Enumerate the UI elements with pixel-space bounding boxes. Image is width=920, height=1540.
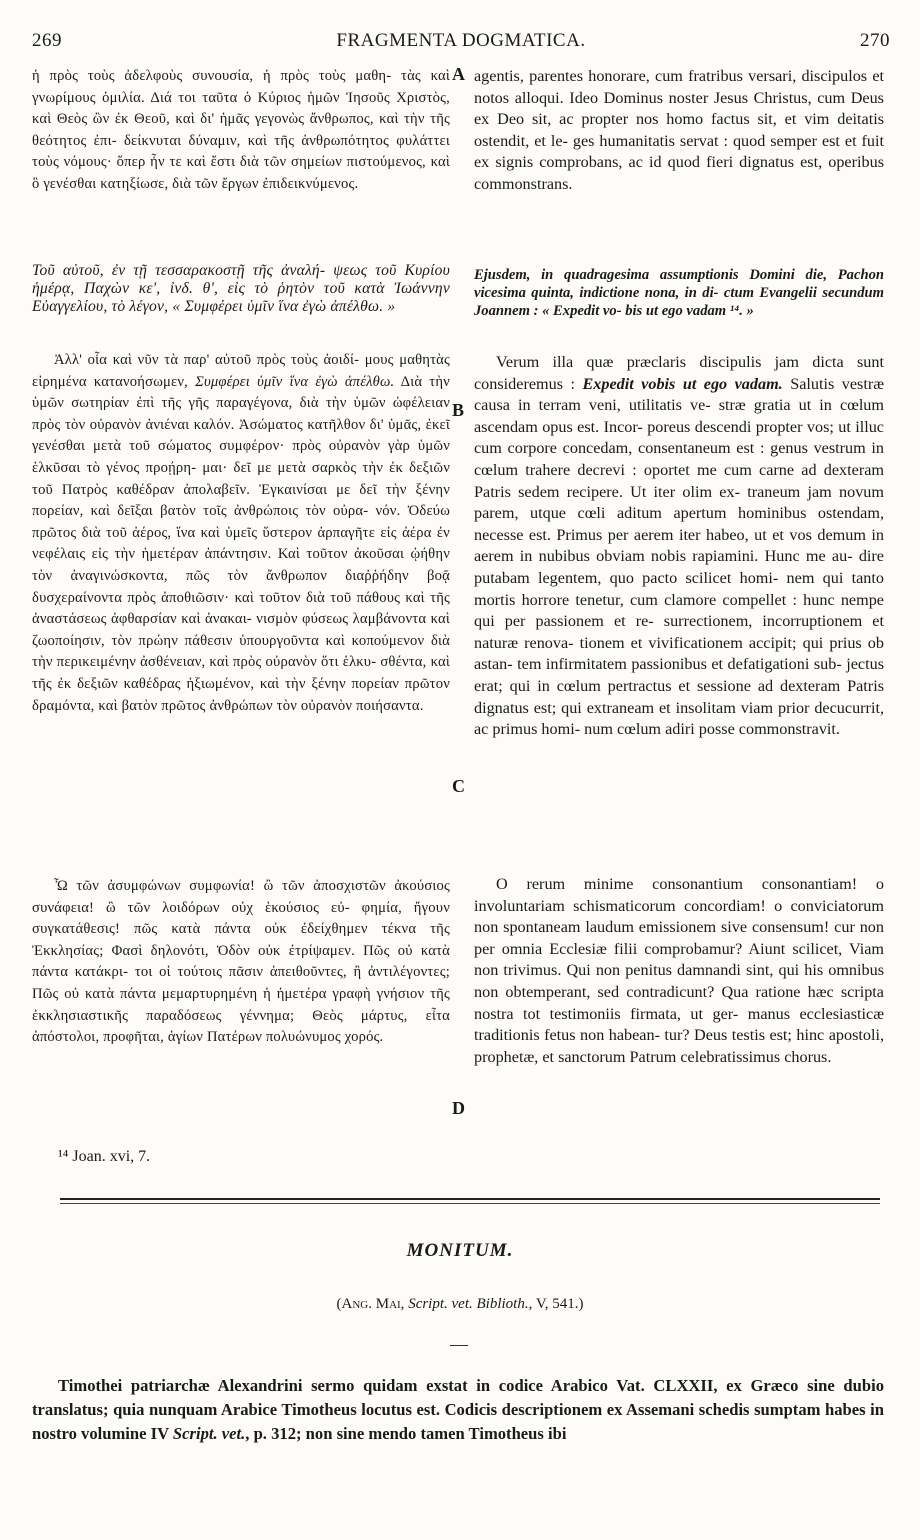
greek-p2-quote: Συμφέρει ὑμῖν ἵνα ἐγὼ ἀπέλθω. [195, 373, 395, 390]
latin-final-block [474, 874, 884, 1068]
greek-p2-start: Ἀλλ' οἷα καὶ νῦν τὰ παρ' αὐτοῦ πρὸς τοὺς ἀοιδί- μους μαθητὰς εἰρημένα κατανοήσωμεν, [32, 352, 450, 390]
right-page-number: 270 [860, 30, 890, 51]
monitum-title: MONITUM. [406, 1240, 514, 1261]
monitum-body-a: Timothei patriarchæ Alexandrini sermo quidam exstat in codice Arabico Vat. CLXXII, ex Græco sine dubio translatus; quia nunquam Arabice Timotheus locutus est. Codicis descriptionem ex Assemani schedis sumptam habes in nostro volumine IV [32, 1376, 884, 1443]
source-author: Ang. Mai, [341, 1296, 405, 1312]
margin-marker-c: C [452, 776, 465, 796]
left-page-number: 269 [32, 30, 62, 51]
greek-heading: Τοῦ αὐτοῦ, ἐν τῇ τεσσαρακοστῇ τῆς ἀναλή- ψεως τοῦ Κυρίου ἡμέρᾳ, Παχὼν κε', ἰνδ. θ', εἰς τὸ ῥητὸν τοῦ κατὰ Ἰωάννην Εὐαγγελίου, τὸ λέγον, « Συμφέρει ὑμῖν ἵνα ἐγὼ ἀπέλθω. » [32, 262, 450, 315]
source-work: Script. vet. Biblioth., [408, 1296, 533, 1312]
latin-paragraph-2 [474, 352, 884, 741]
source-prefix: ( [336, 1296, 342, 1312]
greek-paragraph-2 [32, 350, 450, 717]
monitum-paragraph [32, 1374, 884, 1446]
latin-paragraph-3: O rerum minime consonantium consonantiam! o involuntariam schismaticorum concordiam! o conviciatorum non spontaneam laudum emissionem sive consensum! cur non per omnia Ecclesiæ filii comprobamur? Aiunt scilicet, Viam non trivimus. Qui non penitus damnandi sint, qui his omnibus non obtemperant, sed contradicunt? Qua ratione hæc scripta nostra tot testimoniis firmata, ut ger- manus ecclesiasticæ traditionis fetus non habean- tur? Deus testis est; hinc apostoli, prophetæ, et sanctorum Patrum celebratissimus chorus. [474, 875, 884, 1066]
source-rest: V, 541.) [532, 1296, 584, 1312]
latin-paragraph-1: agentis, parentes honorare, cum fratribus versari, discipulos et notos alloqui. Ideo Dominus noster Jesus Christus, cum Deus ex Deo sit, ac propter nos homo factus sit, et vim deitatis ostendit, et le- ges humanitatis servat : quod semper est et fuit ex signis comprobans, ac id quod fieri dignatus est, operibus commonstrans. [474, 67, 884, 193]
latin-p2-start: Verum illa quæ præclaris discipulis jam dicta sunt consideremus : [474, 353, 884, 393]
margin-marker-d: D [452, 1098, 465, 1118]
latin-heading-block [474, 266, 884, 320]
short-dash [450, 1345, 468, 1346]
monitum-body-b: , p. 312; non sine mendo tamen Timotheus ibi [245, 1424, 567, 1443]
greek-column [32, 66, 450, 196]
separator-rule-thin [60, 1203, 880, 1204]
greek-paragraph-3: Ὦ τῶν ἀσυμφώνων συμφωνία! ὢ τῶν ἀποσχιστῶν ἀκούσιος συνάφεια! ὢ τῶν λοιδόρων οὐχ ἑκούσιος εὐ- φημία, ἤγουν συγκατάθεσις! πῶς κατὰ πάντα οὐκ ἐδείχθημεν τέκνα τῆς Ἐκκλησίας; Φασὶ δηλονότι, Ὁδὸν οὐκ ἐτρίψαμεν. Πῶς οὐ κατὰ πάντα κατάκρι- τοι οἱ τούτοις πᾶσιν ἀπειθοῦντες, ἢ ἀντιλέγοντες; Πῶς οὐ κατὰ πάντα μεμαρτυρημένη ἡ ἡμετέρα γραφὴ γνήσιον τῆς ἐκκλησιαστικῆς παραδόσεως γέννημα; Θεὸς μάρτυς, εἶτα ἀπόστολοι, προφῆται, ἁγίων Πατέρων πολυώνυμος χορός. [32, 878, 450, 1046]
monitum-body-italic: Script. vet. [172, 1424, 246, 1443]
latin-body-block [474, 352, 884, 741]
latin-heading: Ejusdem, in quadragesima assumptionis Domini die, Pachon vicesima quinta, indictione nona, in di- ctum Evangelii secundum Joannem : « Expedit vo- bis ut ego vadam ¹⁴. » [474, 267, 884, 319]
monitum-body [32, 1374, 884, 1446]
greek-body-block [32, 350, 450, 717]
monitum-source [0, 1296, 920, 1313]
greek-paragraph-1: ἡ πρὸς τοὺς ἀδελφοὺς συνουσία, ἡ πρὸς τοὺς μαθη- τὰς καὶ γνωρίμους ὁμιλία. Διά τοι ταῦτα ὁ Κύριος ἡμῶν Ἰησοῦς Χριστὸς, καὶ Θεὸς ὢν ἐκ Θεοῦ, καὶ δι' ἡμᾶς γεγονὼς ἄνθρωπος, καὶ τὴν τῆς θεότητος ἐπι- δείκνυται δύναμιν, καὶ τῆς ἀνθρωπότητος φυλάττει τοὺς νόμους· ὅπερ ἦν τε καὶ ἔστι διὰ τῶν σημείων πιστούμενος, καὶ ὃ γενέσθαι κατηξίωσε, διὰ τῶν ἔργων ἐπιδεικνύμενος. [32, 68, 450, 192]
page-header [32, 30, 890, 52]
footnote: ¹⁴ Joan. xvi, 7. [58, 1148, 151, 1165]
greek-final-block [32, 876, 450, 1049]
latin-p2-quote: Expedit vobis ut ego vadam. [582, 374, 783, 393]
greek-heading-block [32, 262, 450, 316]
running-title: FRAGMENTA DOGMATICA. [336, 30, 586, 51]
latin-p2-rest: Salutis vestræ causa in terram veni, utilitatis ve- stræ gratia ut in cœlum ascendam opus est. Incor- poreus descendi propter vos; ut illuc cum corpore concedam, consentaneum est : genus vestrum in cœlum trahere decrevi : oportet me cum carne ad dexteram Patris sedem recipere. Ut iter olim ex- traneum jam novum parem, utque cœli aditum apertum hominibus ostendam, necesse est. Primus per aerem iter habeo, ut et vos demum in aerem in nubibus obviam nobis rapiamini. Hunc me au- dire putabam legentem, quo pacto scilicet homi- nem qui tanto mortis horrore tenetur, cum clamore compellet : hunc nempe qui per passionem et re- surrectionem, incorruptionem et naturæ renova- tionem et vivificationem accipit; qui prius ob astan- tem infirmitatem passionibus et defatigationi sub- jectus erat; qui in cœlum pertractus et sessione ad dexteram Patris dignatus est; qui extraneam et insolitam viam prior decucurrit, ac primus homi- num cœlum adiri posse commonstravit. [474, 374, 885, 739]
latin-column [474, 66, 884, 196]
separator-rule [60, 1198, 880, 1200]
margin-marker-b: B [452, 400, 465, 420]
margin-marker-a: A [452, 64, 465, 84]
greek-p2-rest: Διὰ τὴν ὑμῶν σωτηρίαν ἐπὶ τῆς γῆς παραγέγονα, διὰ τὴν ὑμῶν ὠφέλειαν πρὸς τὸν οὐρανὸν ἀνιέναι καλόν. Ἀσώματος κατῆλθον δι' ὑμᾶς, ἐκεῖ γενέσθαι μετὰ τοῦ σώματος συμφέρον· πρὸς οὐρανὸν γὰρ ὑμῶν ἑλκῦσαι τὸ γένος προῄρη- μαι· δεῖ με μετὰ σαρκὸς τὴν ἐκ δεξιῶν τοῦ Πατρὸς καθέδραν ἀπολαβεῖν. Ἐγκαινίσαι με δεῖ τὴν ξένην πορείαν, καὶ δεῖξαι βατὸν τοῖς ἀνθρώποις τὸν οὐρα- νόν. Ὀδεύω πρῶτος διὰ τοῦ ἀέρος, ἵνα καὶ ὑμεῖς ὕστερον ἀρπαγῆτε εἰς ἀέρα ἐν νεφέλαις εἰς τὴν ἡμετέραν ἀπάντησιν. Καὶ τοῦτον ἀκοῦσαι ᾠήθην τὸν ἀναγινώσκοντα, πῶς τὸν ἄνθρωπον διαῤῥήδην βοᾷ δυσχεραίνοντα πρὸς ἀποθιῶσιν· καὶ τοῦτον διὰ τοῦ πάθους καὶ τῆς ἀναστάσεως ἀφθαρσίαν καὶ ἀνακαι- νισμὸν φύσεως λαμβάνοντα καὶ ζωοποίησιν, τὸν πρώην πάθεσιν ὑπουργοῦντα καὶ κοπούμενον διὰ τὴν περικειμένην ἀσθένειαν, καὶ πρὸς οὐρανὸν ὅτι ἑλκυ- σθέντα, καὶ τῆς ἐκ δεξιῶν καθέδρας ἠξιωμένον, καὶ τὴν ξένην πορείαν πρῶτον δραμόντα, καὶ βατὸν πρῶτος ἀνθρώπων τὸν οὐρανὸν ποιήσαντα. [32, 373, 450, 714]
